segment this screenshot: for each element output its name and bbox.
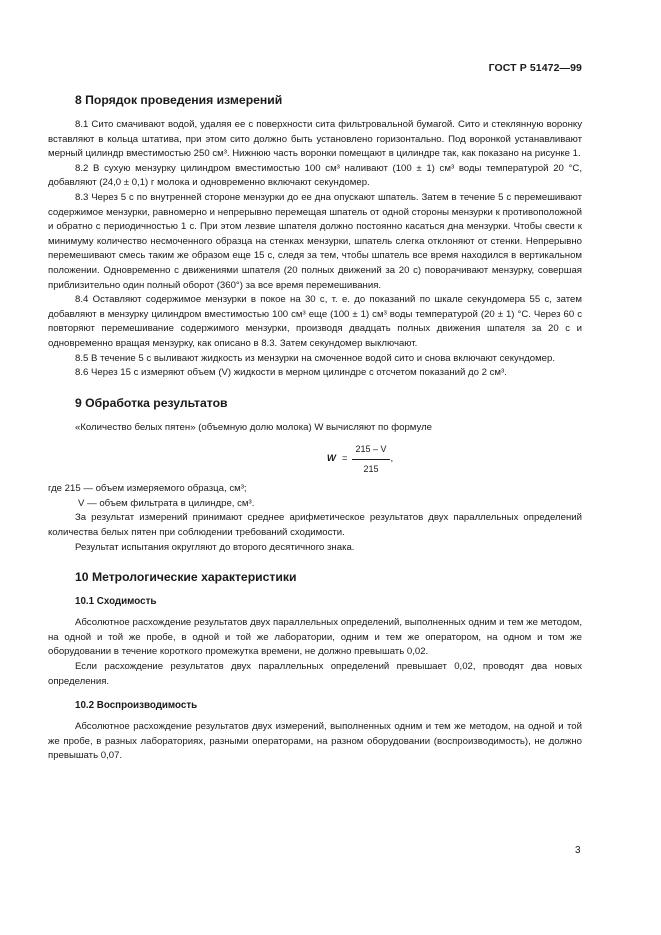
section-10-heading: 10 Метрологические характеристики [75, 570, 297, 585]
section-9-heading: 9 Обработка результатов [75, 395, 228, 410]
paragraph-8-3: 8.3 Через 5 с по внутренней стороне мензурки до ее дна опускают шпатель. Затем в течение 5 с перемешивают содержимое мензурки, равномерно и непрерывно перемещая шпатель от одной стороны мензурки к противоположной и обратно с периодичностью 1 с. При этом лезвие шпателя должно постоянно касаться дна мензурки. Чтобы свести к минимуму количество несмоченного образца на стенках мензурки, шпатель слегка отклоняют от стенки. Непрерывно перемешивают смесь таким же образом еще 15 с, следя за тем, чтобы шпатель все время находился в вертикальном положении. Одновременно с движениями шпателя (20 полных движений за 20 с) поворачивают мензурку, совершая приблизительно один полный оборот (360°) за все время перемешивания. [48, 191, 582, 291]
section-9-paragraph-2: Результат испытания округляют до второго десятичного знака. [75, 541, 355, 553]
paragraph-8-6: 8.6 Через 15 с измеряют объем (V) жидкости в мерном цилиндре с отсчетом показаний до 2 см³. [75, 367, 507, 379]
formula-denominator: 215 [363, 463, 379, 474]
paragraph-8-5: 8.5 В течение 5 с выливают жидкость из мензурки на смоченное водой сито и снова включают секундомер. [75, 352, 556, 364]
subsection-10-1-paragraph-1: Абсолютное расхождение результатов двух параллельных определений, выполненных одним и тем же методом, на одной и той же пробе, в одной и той же лаборатории, одним и тем же оператором, на одном и том же оборудовании в течение короткого промежутка времени, не должно превышать 0,02. [48, 617, 582, 658]
where-line-1: где 215 — объем измеряемого образца, см³; [48, 483, 247, 495]
paragraph-8-4: 8.4 Оставляют содержимое мензурки в покое на 30 с, т. е. до показаний по шкале секундомера 55 с, затем добавляют в мензурку цилиндром вместимостью 100 см³ еще (100 ± 1) см³ воды температурой (20 ± 1) °С. Через 60 с повторяют перемешивание содержимого мензурки, производя двадцать полных движения шпателя за 20 с и одновременно вращая мензурку, как описано в 8.3. Затем секундомер выключают. [48, 294, 582, 349]
formula-tail: , [390, 452, 394, 464]
subsection-10-2-heading: 10.2 Воспроизводимость [75, 700, 198, 712]
formula [138, 440, 582, 478]
formula-equals: = [341, 452, 348, 464]
subsection-10-1-paragraph-2: Если расхождение результатов двух параллельных определений превышает 0,02, проводят два новых определения. [48, 661, 582, 687]
page-content [48, 92, 582, 764]
page-number: 3 [575, 845, 581, 856]
section-8-heading: 8 Порядок проведения измерений [75, 93, 283, 107]
subsection-10-1-heading: 10.1 Сходимость [75, 596, 157, 608]
paragraph-8-2: 8.2 В сухую мензурку цилиндром вместимостью 100 см³ наливают (100 ± 1) см³ воды температурой 20 °С, добавляют (24,0 ± 0,1) г молока и одновременно включают секундомер. [48, 162, 582, 189]
formula-fraction [352, 442, 389, 476]
paragraph-8-1: 8.1 Сито смачивают водой, удаляя ее с поверхности сита фильтровальной бумагой. Сито и стеклянную воронку вставляют в кольца штатива, при этом сито должно быть установлено горизонтально. Под воронкой устанавливают мерный цилиндр вместимостью 250 см³. Нижнюю часть воронки помещают в цилиндре так, как показано на рисунке 1. [48, 119, 582, 160]
document-code: ГОСТ Р 51472—99 [488, 62, 582, 74]
section-9-paragraph-1: За результат измерений принимают среднее арифметическое результатов двух параллельных определений количества белых пятен при соблюдении требований сходимости. [48, 512, 582, 539]
formula-numerator: 215 – V [352, 442, 389, 460]
formula-lhs: W [326, 452, 336, 464]
formula-intro: «Количество белых пятен» (объемную долю молока) W вычисляют по формуле [75, 421, 433, 433]
subsection-10-2-paragraph-1: Абсолютное расхождение результатов двух измерений, выполненных одним и тем же методом, на одной и той же пробе, в разных лабораториях, разными операторами, на разном оборудовании (воспроизводимость), не должно превышать 0,07. [48, 721, 582, 762]
where-line-2: V — объем фильтрата в цилиндре, см³. [78, 497, 255, 509]
